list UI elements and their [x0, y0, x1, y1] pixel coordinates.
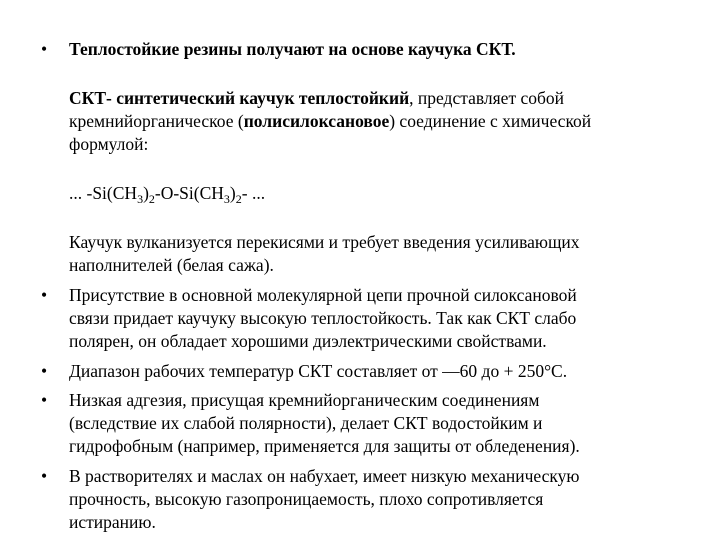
bullet-1-line-2: связи придает каучуку высокую теплостойкость. Так как СКТ слабо [69, 308, 577, 328]
formula-part: ... -Si(CH [69, 183, 138, 203]
bullet-dot: • [41, 466, 48, 486]
bullet-2-line-1: Диапазон рабочих температур СКТ составляет от —60 до + 250°С. [69, 361, 568, 381]
bullet-3-line-2: (вследствие их слабой полярности), делает СКТ водостойким и [69, 413, 543, 433]
bullet-4-line-2: прочность, высокую газопроницаемость, плохо сопротивляется [69, 489, 544, 509]
slide-heading: Теплостойкие резины получают на основе каучука СКТ. [69, 39, 516, 59]
bullet-3-line-3: гидрофобным (например, применяется для защиты от обледенения). [69, 436, 580, 456]
formula-subscript: 3 [223, 192, 230, 206]
bullet-dot: • [41, 285, 48, 305]
bullet-4-line-1: В растворителях и маслах он набухает, имеет низкую механическую [69, 466, 580, 486]
definition-line-2 [69, 110, 591, 132]
definition-line-1 [69, 87, 564, 109]
bullet-1-line-1: Присутствие в основной молекулярной цепи прочной силоксановой [69, 285, 577, 305]
definition-line-3: формулой: [69, 134, 149, 154]
vulcanization-line-1: Каучук вулканизуется перекисями и требует введения усиливающих [69, 232, 580, 252]
definition-term-polysiloxane: полисилоксановое [243, 111, 390, 131]
formula-part: - ... [241, 183, 266, 203]
bullet-dot: • [41, 361, 48, 381]
definition-text: кремнийорганическое ( [69, 111, 244, 131]
definition-term: СКТ- синтетический каучук теплостойкий [69, 88, 410, 108]
bullet-1-line-3: полярен, он обладает хорошими диэлектрическими свойствами. [69, 331, 547, 351]
vulcanization-line-2: наполнителей (белая сажа). [69, 255, 274, 275]
formula-part: ) [229, 183, 236, 203]
formula-part: ) [143, 183, 149, 203]
chemical-formula [69, 182, 265, 204]
bullet-3-line-1: Низкая адгезия, присущая кремнийорганическим соединениям [69, 390, 540, 410]
formula-subscript: 3 [137, 192, 144, 206]
bullet-4-line-3: истиранию. [69, 512, 156, 532]
bullet-dot: • [41, 39, 48, 59]
bullet-dot: • [41, 390, 48, 410]
definition-text: , представляет собой [409, 88, 564, 108]
definition-text: ) соединение с химической [389, 111, 592, 131]
formula-part: -O-Si(CH [154, 183, 224, 203]
formula-subscript: 2 [148, 192, 155, 206]
formula-subscript: 2 [235, 192, 242, 206]
